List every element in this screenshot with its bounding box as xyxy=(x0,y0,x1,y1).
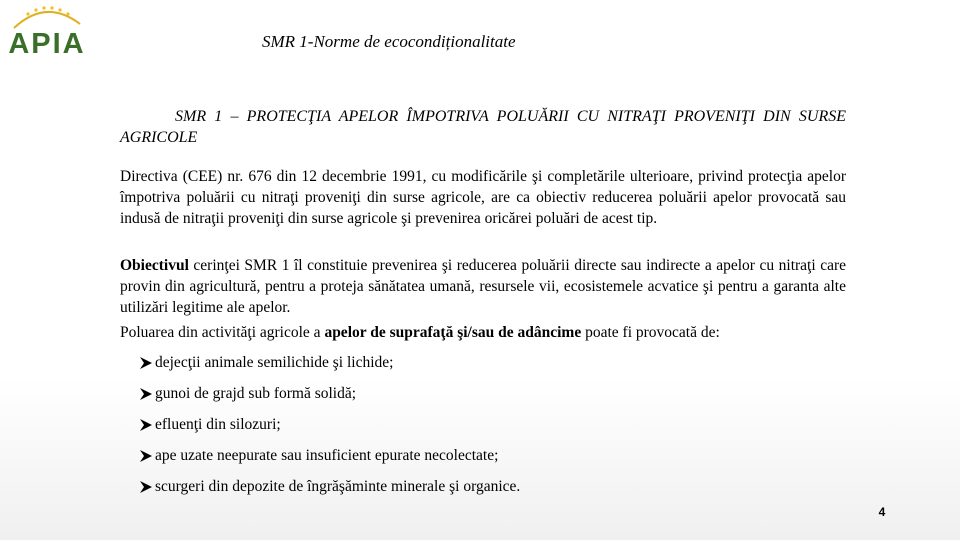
list-item-text: ape uzate neepurate sau insuficient epurate necolectate; xyxy=(155,447,499,464)
arrow-bullet-icon xyxy=(138,445,154,466)
objective-label: Obiectivul xyxy=(120,257,189,274)
arrow-bullet-icon xyxy=(138,476,154,497)
list-item xyxy=(138,414,520,445)
arrow-bullet-icon xyxy=(138,383,154,404)
objective-text: cerinţei SMR 1 îl constituie prevenirea şi reducerea poluării directe sau indirecte a apelor cu nitraţi care provin din agricultură, pentru a proteja sănătatea umană, resursele vii, ecosistemele acvatice şi pentru a garanta alte utilizări legitime ale apelor. xyxy=(120,257,846,316)
page-number: 4 xyxy=(878,505,886,519)
arrow-bullet-icon xyxy=(138,414,154,435)
list-item-text: efluenţi din silozuri; xyxy=(155,416,281,433)
pollution-water-types: apelor de suprafaţă şi/sau de adâncime xyxy=(324,324,582,341)
pollution-text-end: poate fi provocată de: xyxy=(581,324,720,341)
arrow-bullet-icon xyxy=(138,352,154,373)
list-item xyxy=(138,476,520,507)
list-item-text: scurgeri din depozite de îngrăşăminte minerale şi organice. xyxy=(155,478,521,495)
list-item xyxy=(138,352,520,383)
paragraph-objective xyxy=(120,255,846,318)
logo-text: APIA xyxy=(8,28,86,60)
list-item xyxy=(138,383,520,414)
list-item-text: dejecţii animale semilichide şi lichide; xyxy=(155,354,394,371)
pollution-sources-list xyxy=(138,342,520,497)
apia-logo xyxy=(6,2,88,62)
paragraph-directive: Directiva (CEE) nr. 676 din 12 decembrie 1991, cu modificările şi completările ulterioare, privind protecţia apelor împotriva poluării cu nitraţi proveniţi din surse agricole, are ca obiectiv reducerea poluării apelor provocată sau indusă de nitraţii proveniţi din surse agricole şi prevenirea oricărei poluări de acest tip. xyxy=(120,168,846,227)
section-title: SMR 1 – PROTECŢIA APELOR ÎMPOTRIVA POLUĂRII CU NITRAŢI PROVENIŢI DIN SURSE AGRICOLE xyxy=(120,108,846,146)
list-item xyxy=(138,445,520,476)
pollution-text-start: Poluarea din activităţi agricole a xyxy=(120,324,325,341)
list-item-text: gunoi de grajd sub formă solidă; xyxy=(155,385,357,402)
page-title: SMR 1-Norme de ecocondiționalitate xyxy=(262,32,516,51)
paragraph-pollution xyxy=(120,322,846,343)
